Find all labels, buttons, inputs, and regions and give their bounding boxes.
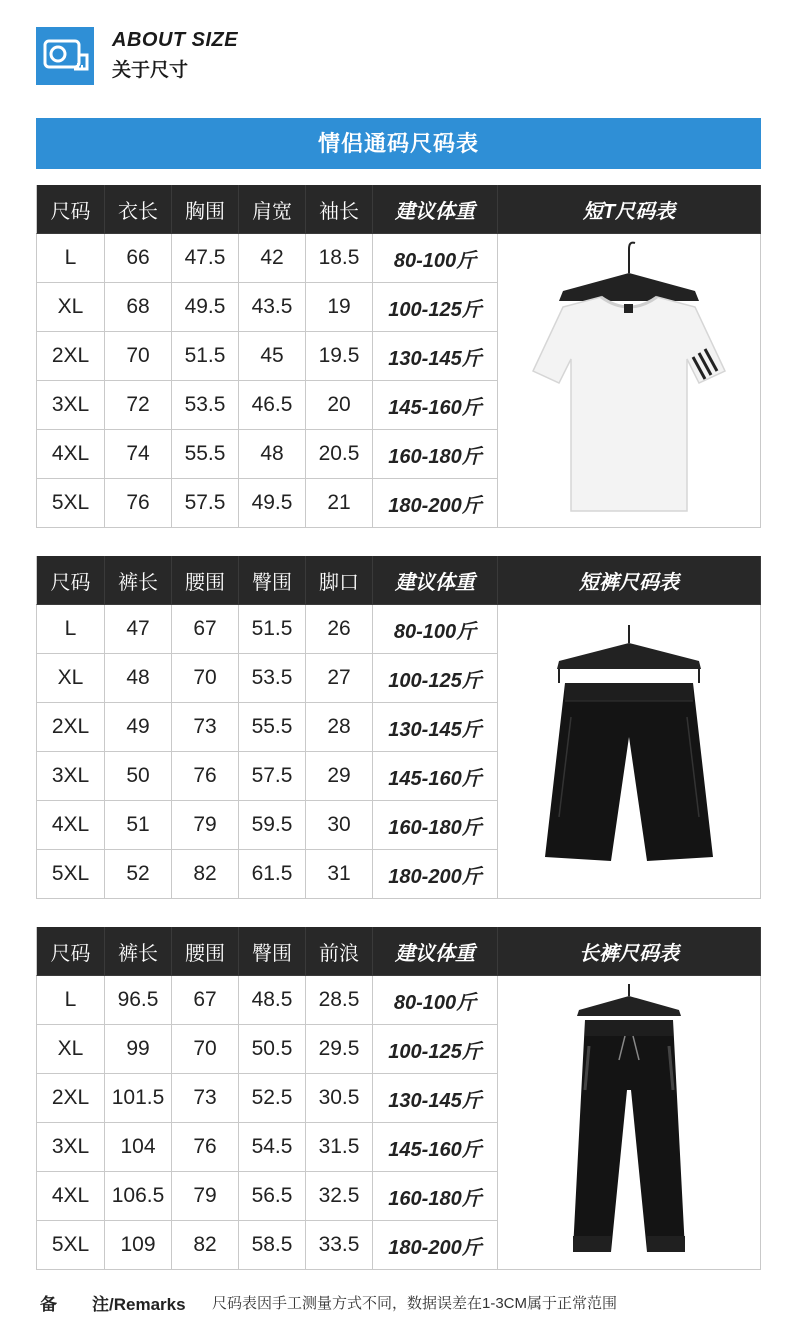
measurement-cell: 53.5	[172, 381, 239, 430]
measurement-cell: 67	[172, 976, 239, 1025]
measurement-cell: 31	[306, 850, 373, 899]
measurement-cell: 79	[172, 1172, 239, 1221]
table-row	[36, 976, 498, 1025]
measurement-cell: 101.5	[105, 1074, 172, 1123]
table-row	[36, 752, 498, 801]
measurement-cell: 74	[105, 430, 172, 479]
size-cell: 4XL	[36, 430, 105, 479]
table-row	[36, 283, 498, 332]
table-row	[36, 1025, 498, 1074]
remarks-text: 尺码表因手工测量方式不同，数据误差在1-3CM属于正常范围	[212, 1295, 618, 1312]
header-cell-weight: 建议体重	[373, 556, 498, 605]
table-row	[36, 1123, 498, 1172]
measurement-cell: 104	[105, 1123, 172, 1172]
measurement-cell: 106.5	[105, 1172, 172, 1221]
size-cell: 5XL	[36, 850, 105, 899]
weight-value: 130-145斤	[388, 1089, 482, 1112]
measurement-cell: 70	[105, 332, 172, 381]
measurement-cell: 51.5	[239, 605, 306, 654]
measurement-cell: 82	[172, 850, 239, 899]
table-row	[36, 1074, 498, 1123]
measurement-cell: 96.5	[105, 976, 172, 1025]
measurement-cell: 21	[306, 479, 373, 528]
measurement-cell: 76	[105, 479, 172, 528]
measurement-cell: 29	[306, 752, 373, 801]
size-cell: L	[36, 976, 105, 1025]
measurement-cell: 51.5	[172, 332, 239, 381]
size-cell: L	[36, 234, 105, 283]
size-cell: 2XL	[36, 332, 105, 381]
measurement-cell: 70	[172, 654, 239, 703]
size-cell: XL	[36, 283, 105, 332]
remarks-label-2: 注/Remarks	[92, 1295, 186, 1314]
measurement-cell: 19	[306, 283, 373, 332]
table-row	[36, 850, 498, 899]
size-cell: 2XL	[36, 1074, 105, 1123]
table-row	[36, 1221, 498, 1270]
weight-value: 160-180斤	[388, 1187, 482, 1210]
header-cell: 尺码	[36, 185, 105, 234]
size-cell: XL	[36, 654, 105, 703]
weight-cell	[373, 1074, 498, 1123]
header-cell: 尺码	[36, 927, 105, 976]
header-cell: 裤长	[105, 927, 172, 976]
weight-cell	[373, 1172, 498, 1221]
weight-cell	[373, 850, 498, 899]
t-shirt-image	[529, 241, 729, 521]
measurement-cell: 56.5	[239, 1172, 306, 1221]
measuring-tape-icon	[36, 27, 94, 85]
table-header-row	[36, 556, 761, 605]
measurement-cell: 57.5	[172, 479, 239, 528]
header-cell: 肩宽	[239, 185, 306, 234]
table-row	[36, 1172, 498, 1221]
weight-value: 145-160斤	[388, 1138, 482, 1161]
weight-value: 130-145斤	[388, 347, 482, 370]
weight-cell	[373, 801, 498, 850]
weight-value: 130-145斤	[388, 718, 482, 741]
measurement-cell: 43.5	[239, 283, 306, 332]
measurement-cell: 70	[172, 1025, 239, 1074]
weight-cell	[373, 703, 498, 752]
measurement-cell: 109	[105, 1221, 172, 1270]
remarks-label-1: 备	[40, 1295, 57, 1314]
table-row	[36, 381, 498, 430]
header-cell: 衣长	[105, 185, 172, 234]
measurement-cell: 30.5	[306, 1074, 373, 1123]
weight-value: 100-125斤	[388, 669, 482, 692]
weight-cell	[373, 654, 498, 703]
measurement-cell: 50	[105, 752, 172, 801]
header-cell: 臀围	[239, 556, 306, 605]
weight-value: 180-200斤	[388, 1236, 482, 1259]
remarks	[40, 1290, 760, 1314]
measurement-cell: 73	[172, 703, 239, 752]
measurement-cell: 28	[306, 703, 373, 752]
header-cell: 袖长	[306, 185, 373, 234]
measurement-cell: 47	[105, 605, 172, 654]
size-cell: 5XL	[36, 1221, 105, 1270]
measurement-cell: 99	[105, 1025, 172, 1074]
size-cell: 5XL	[36, 479, 105, 528]
size-chart-banner: 情侣通码尺码表	[36, 118, 761, 169]
weight-value: 80-100斤	[393, 620, 477, 643]
weight-value: 160-180斤	[388, 816, 482, 839]
size-cell: L	[36, 605, 105, 654]
measurement-cell: 20	[306, 381, 373, 430]
weight-value: 80-100斤	[393, 249, 477, 272]
measurement-cell: 73	[172, 1074, 239, 1123]
measurement-cell: 53.5	[239, 654, 306, 703]
measurement-cell: 55.5	[239, 703, 306, 752]
measurement-cell: 51	[105, 801, 172, 850]
measurement-cell: 82	[172, 1221, 239, 1270]
product-image-cell	[498, 976, 761, 1270]
weight-value: 180-200斤	[388, 865, 482, 888]
size-cell: 3XL	[36, 1123, 105, 1172]
header-cell: 腰围	[172, 556, 239, 605]
size-cell: XL	[36, 1025, 105, 1074]
weight-cell	[373, 1221, 498, 1270]
measurement-cell: 49	[105, 703, 172, 752]
measurement-cell: 61.5	[239, 850, 306, 899]
header-cell: 前浪	[306, 927, 373, 976]
header-title-cn: 关于尺寸	[112, 60, 189, 81]
table-header-row	[36, 185, 761, 234]
measurement-cell: 46.5	[239, 381, 306, 430]
weight-cell	[373, 381, 498, 430]
weight-cell	[373, 976, 498, 1025]
shorts-size-table	[36, 556, 761, 899]
header-cell: 尺码	[36, 556, 105, 605]
measurement-cell: 66	[105, 234, 172, 283]
measurement-cell: 59.5	[239, 801, 306, 850]
table-header-row	[36, 927, 761, 976]
header-cell: 胸围	[172, 185, 239, 234]
measurement-cell: 48.5	[239, 976, 306, 1025]
measurement-cell: 42	[239, 234, 306, 283]
measurement-cell: 72	[105, 381, 172, 430]
weight-cell	[373, 430, 498, 479]
measurement-cell: 33.5	[306, 1221, 373, 1270]
measurement-cell: 68	[105, 283, 172, 332]
header-cell: 裤长	[105, 556, 172, 605]
weight-cell	[373, 234, 498, 283]
measurement-cell: 20.5	[306, 430, 373, 479]
table-row	[36, 605, 498, 654]
measurement-cell: 30	[306, 801, 373, 850]
measurement-cell: 76	[172, 1123, 239, 1172]
measurement-cell: 52.5	[239, 1074, 306, 1123]
measurement-cell: 47.5	[172, 234, 239, 283]
table-row	[36, 234, 498, 283]
measurement-cell: 48	[105, 654, 172, 703]
weight-value: 145-160斤	[388, 396, 482, 419]
long-pants-image	[529, 980, 729, 1266]
table-row	[36, 703, 498, 752]
page-header	[36, 27, 536, 85]
size-cell: 4XL	[36, 1172, 105, 1221]
header-cell-weight: 建议体重	[373, 185, 498, 234]
weight-value: 100-125斤	[388, 298, 482, 321]
measurement-cell: 19.5	[306, 332, 373, 381]
table-row	[36, 430, 498, 479]
weight-value: 180-200斤	[388, 494, 482, 517]
weight-cell	[373, 752, 498, 801]
measurement-cell: 49.5	[239, 479, 306, 528]
weight-value: 80-100斤	[393, 991, 477, 1014]
measurement-cell: 26	[306, 605, 373, 654]
measurement-cell: 27	[306, 654, 373, 703]
measurement-cell: 28.5	[306, 976, 373, 1025]
measurement-cell: 49.5	[172, 283, 239, 332]
product-image-cell	[498, 234, 761, 528]
size-cell: 4XL	[36, 801, 105, 850]
weight-cell	[373, 283, 498, 332]
measurement-cell: 76	[172, 752, 239, 801]
product-title: 长裤尺码表	[498, 927, 761, 976]
size-cell: 3XL	[36, 752, 105, 801]
measurement-cell: 55.5	[172, 430, 239, 479]
table-row	[36, 654, 498, 703]
measurement-cell: 52	[105, 850, 172, 899]
measurement-cell: 18.5	[306, 234, 373, 283]
measurement-cell: 54.5	[239, 1123, 306, 1172]
header-cell: 脚口	[306, 556, 373, 605]
header-title-en: ABOUT SIZE	[112, 29, 239, 51]
size-cell: 3XL	[36, 381, 105, 430]
header-cell: 臀围	[239, 927, 306, 976]
tshirt-size-table	[36, 185, 761, 528]
table-row	[36, 332, 498, 381]
size-cell: 2XL	[36, 703, 105, 752]
measurement-cell: 45	[239, 332, 306, 381]
measurement-cell: 31.5	[306, 1123, 373, 1172]
measurement-cell: 50.5	[239, 1025, 306, 1074]
weight-value: 160-180斤	[388, 445, 482, 468]
long-pants-size-table	[36, 927, 761, 1270]
product-title: 短裤尺码表	[498, 556, 761, 605]
weight-cell	[373, 1025, 498, 1074]
weight-cell	[373, 1123, 498, 1172]
header-cell: 腰围	[172, 927, 239, 976]
measurement-cell: 32.5	[306, 1172, 373, 1221]
table-row	[36, 801, 498, 850]
header-cell-weight: 建议体重	[373, 927, 498, 976]
product-image-cell	[498, 605, 761, 899]
measurement-cell: 48	[239, 430, 306, 479]
table-row	[36, 479, 498, 528]
measurement-cell: 67	[172, 605, 239, 654]
measurement-cell: 58.5	[239, 1221, 306, 1270]
product-title: 短T尺码表	[498, 185, 761, 234]
measurement-cell: 79	[172, 801, 239, 850]
measurement-cell: 29.5	[306, 1025, 373, 1074]
shorts-image	[529, 617, 729, 887]
weight-cell	[373, 479, 498, 528]
measurement-cell: 57.5	[239, 752, 306, 801]
weight-cell	[373, 332, 498, 381]
weight-cell	[373, 605, 498, 654]
weight-value: 100-125斤	[388, 1040, 482, 1063]
weight-value: 145-160斤	[388, 767, 482, 790]
